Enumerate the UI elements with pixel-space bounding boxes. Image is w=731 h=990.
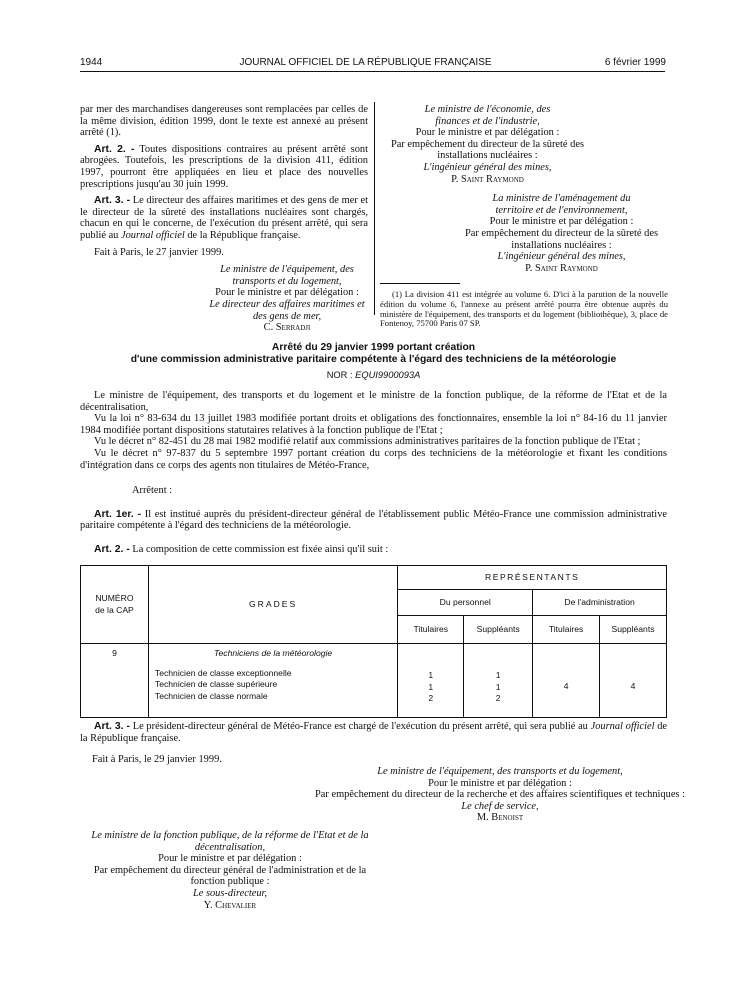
personnel-suppleants (464, 644, 533, 718)
signature-empechement: Par empêchement du directeur général de l'administration et de la fonction publique : (93, 864, 367, 888)
signature-delegation: Pour le ministre et par délégation : (158, 853, 302, 865)
signature-name: P. Saint Raymond (525, 262, 598, 274)
article-3 (80, 721, 667, 744)
article-text: de la République française. (184, 229, 301, 241)
grade-item: Technicien de classe supérieure (154, 679, 278, 690)
header-numero (81, 566, 149, 644)
signature-minister: Le ministre de la fonction publique, de la réforme de l'Etat et de la décentralisation, (91, 830, 369, 853)
article-label: Art. 2. - (94, 143, 135, 155)
article-3 (80, 195, 368, 241)
article-label: Art. 3. - (94, 195, 131, 207)
signature-delegation: Pour le ministre et par délégation : (415, 127, 560, 139)
personnel-titulaires (398, 644, 464, 718)
article-label: Art. 3. - (94, 721, 131, 732)
signature-name: Y. Chevalier (203, 899, 257, 911)
arrete-title (80, 342, 667, 366)
article-text: de la République française. (80, 721, 668, 744)
count: 1 (495, 670, 501, 680)
visa-paragraph: Vu le décret n° 82-451 du 28 mai 1982 modifié relatif aux commissions administratives paritaires de la fonction publique de l'Etat ; (94, 436, 641, 448)
visa-paragraph: Vu le décret n° 97-837 du 5 septembre 1997 portant création du corps des techniciens de la météorologie et fixant les conditions d'intégration dans ce corps des agents non titulaires de Météo-France, (80, 447, 667, 471)
signature-block (380, 104, 595, 185)
article-1 (80, 509, 667, 532)
header-du-personnel: Du personnel (398, 590, 533, 616)
grade-item: Technicien de classe exceptionnelle (154, 667, 292, 678)
signature-role: Le chef de service, (461, 800, 539, 812)
footnote-rule (380, 283, 460, 284)
paragraph: par mer des marchandises dangereuses sont remplacées par celles de la même division, édition 1999, dont le texte est annexé au présent arrêté (1). (80, 104, 368, 139)
left-column (80, 104, 368, 334)
signature-block (80, 830, 380, 911)
signature-delegation: Pour le ministre et par délégation : (428, 777, 572, 789)
signature-block (250, 766, 731, 824)
signature-role: Le sous-directeur, (192, 887, 268, 899)
journal-title: JOURNAL OFFICIEL DE LA RÉPUBLIQUE FRANÇAISE (239, 57, 492, 68)
grade-item: Technicien de classe normale (154, 690, 268, 701)
intro-paragraph: Le ministre de l'équipement, des transports et du logement et le ministre de la fonction publique, de la réforme de l'Etat et de la décentralisation, (80, 390, 667, 413)
cap-number: 9 (81, 644, 149, 718)
fait-a-paris: Fait à Paris, le 29 janvier 1999. (92, 754, 222, 765)
footnote: (1) La division 411 est intégrée au volume 6. D'ici à la parution de la nouvelle édition du volume 6, l'annexe au présent arrêté pourra être obtenue auprès du ministère de l'équipement, des transports et du logement (bibliothèque), 3, place de Fontenoy, 75700 Paris 07 SP. (380, 289, 668, 329)
header-numero-line: de la CAP (95, 604, 134, 615)
signature-delegation: Pour le ministre et par délégation : (215, 287, 359, 299)
article-text: Toutes dispositions contraires au présent arrêté sont abrogées. Toutefois, les prescriptions de la division 411, édition 1997, pourront être appliquées en lieu et place des nouvelles prescriptions jusqu'au 30 juin 1999. (80, 143, 369, 190)
header-titulaires: Titulaires (398, 616, 464, 644)
signature-minister: La ministre de l'aménagement du territoire et de l'environnement, (492, 193, 631, 216)
signature-role: Le directeur des affaires maritimes et des gens de mer, (209, 298, 365, 322)
count: 1 (428, 670, 434, 680)
signature-minister: Le ministre de l'équipement, des transports et du logement, (220, 264, 354, 287)
cap-composition-table (80, 565, 667, 718)
header-suppleants: Suppléants (464, 616, 533, 644)
signature-block (206, 264, 368, 334)
signature-name: C. Serradji (263, 322, 311, 334)
count: 1 (495, 681, 501, 692)
signature-empechement: Par empêchement du directeur de la recherche et des affaires scientifiques et techniques : (315, 789, 685, 801)
grades-cell (148, 644, 397, 718)
journal-ref: Journal officiel (120, 229, 185, 241)
header-numero-line: NUMÉRO (95, 592, 134, 603)
signature-minister: Le ministre de l'économie, des finances et de l'industrie, (424, 104, 551, 127)
article-text: La composition de cette commission est fixée ainsi qu'il suit : (129, 543, 389, 555)
arrete-body (80, 390, 667, 556)
admin-titulaires: 4 (533, 644, 600, 718)
fait-a-paris: Fait à Paris, le 27 janvier 1999. (94, 246, 224, 258)
header-suppleants: Suppléants (600, 616, 667, 644)
page-number: 1944 (80, 57, 103, 68)
signature-name: M. Benoist (476, 812, 524, 824)
table-row (81, 644, 667, 718)
signature-role: L'ingénieur général des mines, (423, 161, 552, 173)
signature-role: L'ingénieur général des mines, (497, 251, 626, 263)
signature-name: P. Saint Raymond (451, 173, 524, 185)
header-titulaires: Titulaires (533, 616, 600, 644)
nor-label: NOR : (326, 370, 356, 380)
count: 2 (428, 693, 434, 704)
signature-empechement: Par empêchement du directeur de la sûreté des installations nucléaires : (390, 138, 584, 162)
right-column (380, 104, 668, 329)
count: 1 (428, 681, 434, 692)
article-text: Le président-directeur général de Météo-France est chargé de l'exécution du présent arrêté, qui sera publié au (130, 721, 591, 732)
admin-suppleants: 4 (600, 644, 667, 718)
header-rule (80, 71, 665, 72)
article-text: Il est institué auprès du président-directeur général de l'établissement public Météo-France une commission administrative paritaire compétente à l'égard des techniciens de la météorologie. (80, 508, 667, 532)
arrete-title-line: Arrêté du 29 janvier 1999 portant création (271, 342, 476, 353)
header-grades: GRADES (148, 566, 397, 644)
article-label: Art. 1er. - (94, 508, 142, 520)
nor-reference (80, 370, 667, 382)
header-representants: REPRÉSENTANTS (398, 566, 667, 590)
header-administration: De l'administration (533, 590, 667, 616)
article-2 (80, 144, 368, 190)
signature-minister: Le ministre de l'équipement, des transports et du logement, (377, 766, 623, 777)
arretent: Arrêtent : (132, 485, 173, 497)
signature-block (455, 193, 668, 274)
arrete-title-line: d'une commission administrative paritaire compétente à l'égard des techniciens de la météorologie (130, 354, 617, 365)
signature-empechement: Par empêchement du directeur de la sûreté des installations nucléaires : (464, 227, 658, 251)
signature-delegation: Pour le ministre et par délégation : (489, 216, 634, 228)
count: 2 (495, 693, 501, 704)
column-divider (374, 102, 375, 315)
journal-ref: Journal officiel (590, 721, 655, 732)
article-2 (80, 544, 667, 556)
article-text: Le directeur des affaires maritimes et des gens de mer et le directeur de la sûreté des installations nucléaires sont chargés, chacun en qui le concerne, de l'exécution du présent arrêté, qui sera publié au (80, 195, 368, 241)
nor-code: EQUI9900093A (355, 370, 421, 380)
visa-paragraph: Vu la loi n° 83-634 du 13 juillet 1983 modifiée portant droits et obligations des fonctionnaires, ensemble la loi n° 84-16 du 11 janvier 1984 modifiée portant dispositions statutaires relatives à la fonction publique de l'Etat ; (80, 413, 667, 436)
issue-date: 6 février 1999 (604, 57, 666, 68)
corps-name: Techniciens de la météorologie (214, 648, 333, 658)
article-label: Art. 2. - (94, 543, 130, 555)
